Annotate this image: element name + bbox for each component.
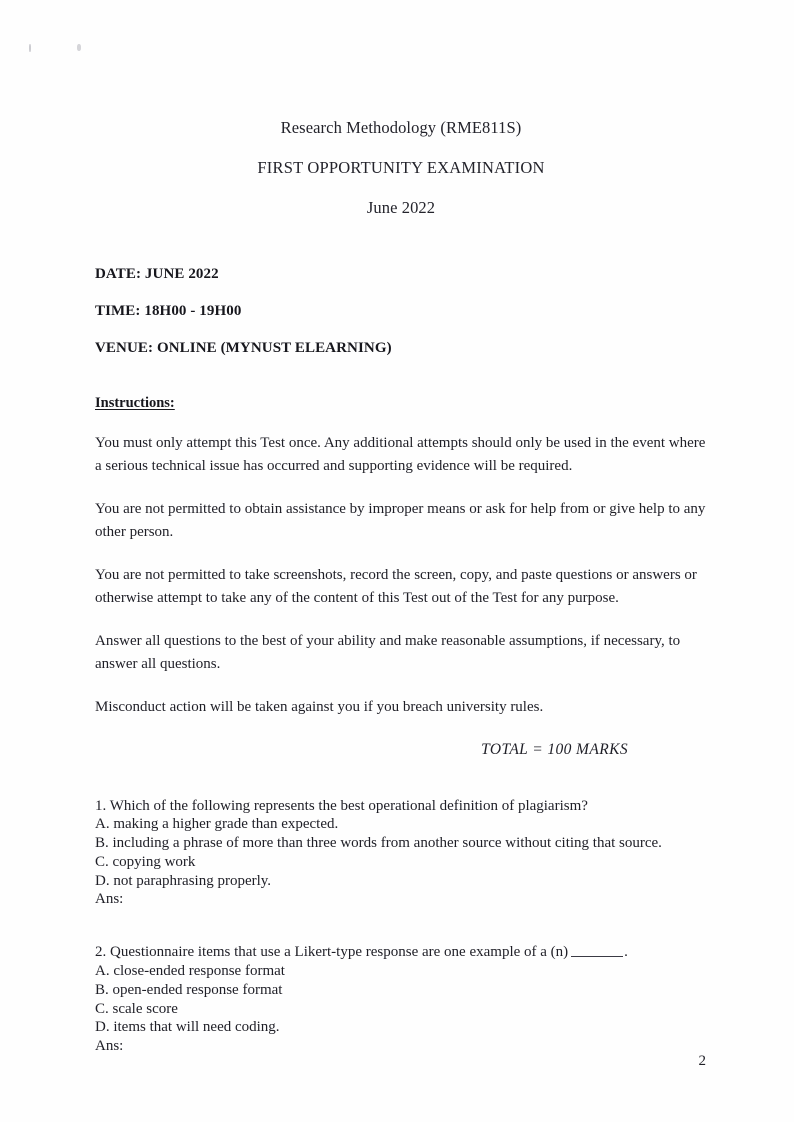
question-2 (95, 943, 707, 1056)
question-option: C. copying work (95, 853, 196, 870)
question-option: D. not paraphrasing properly. (95, 872, 272, 889)
instruction-paragraph: You are not permitted to obtain assistance by improper means or ask for help from or give help to any other person. (95, 501, 706, 540)
exam-type-title: FIRST OPPORTUNITY EXAMINATION (257, 158, 545, 177)
exam-venue: VENUE: ONLINE (MYNUST ELEARNING) (95, 340, 392, 356)
question-option: C. scale score (95, 1000, 178, 1017)
question-stem-suffix: . (624, 944, 628, 961)
page-number: 2 (698, 1053, 706, 1069)
exam-time: TIME: 18H00 - 19H00 (95, 303, 242, 319)
question-option: B. open-ended response format (95, 981, 283, 998)
exam-date-title: June 2022 (366, 198, 436, 217)
course-title: Research Methodology (RME811S) (280, 118, 522, 137)
question-option: A. making a higher grade than expected. (95, 816, 339, 833)
document-body (95, 0, 707, 1056)
question-option: A. close-ended response format (95, 963, 285, 980)
scan-speck-icon (29, 44, 31, 52)
question-stem: 1. Which of the following represents the best operational definition of plagiarism? (95, 797, 588, 814)
instruction-paragraph: Answer all questions to the best of your ability and make reasonable assumptions, if necessary, to answer all questions. (95, 633, 681, 672)
answer-label: Ans: (95, 891, 124, 908)
question-option: D. items that will need coding. (95, 1019, 280, 1036)
scan-speck-icon (77, 44, 81, 51)
question-1 (95, 797, 707, 910)
answer-blank-rule (571, 945, 623, 957)
question-stem (95, 943, 707, 962)
exam-date: DATE: JUNE 2022 (95, 266, 219, 282)
instruction-paragraph: You must only attempt this Test once. Any additional attempts should only be used in the event where a serious technical issue has occurred and supporting evidence will be required. (95, 435, 706, 474)
question-option: B. including a phrase of more than three words from another source without citing that source. (95, 835, 662, 852)
answer-label: Ans: (95, 1038, 124, 1055)
instructions-heading: Instructions: (95, 395, 175, 411)
total-marks: TOTAL = 100 MARKS (481, 740, 628, 758)
instruction-paragraph: Misconduct action will be taken against you if you breach university rules. (95, 699, 544, 715)
instruction-paragraph: You are not permitted to take screenshots, record the screen, copy, and paste questions or answers or otherwise attempt to take any of the content of this Test out of the Test for any purpose. (95, 567, 697, 606)
exam-details (95, 256, 707, 367)
exam-header (95, 0, 707, 228)
question-stem-text: 2. Questionnaire items that use a Likert-type response are one example of a (n) (95, 944, 569, 961)
